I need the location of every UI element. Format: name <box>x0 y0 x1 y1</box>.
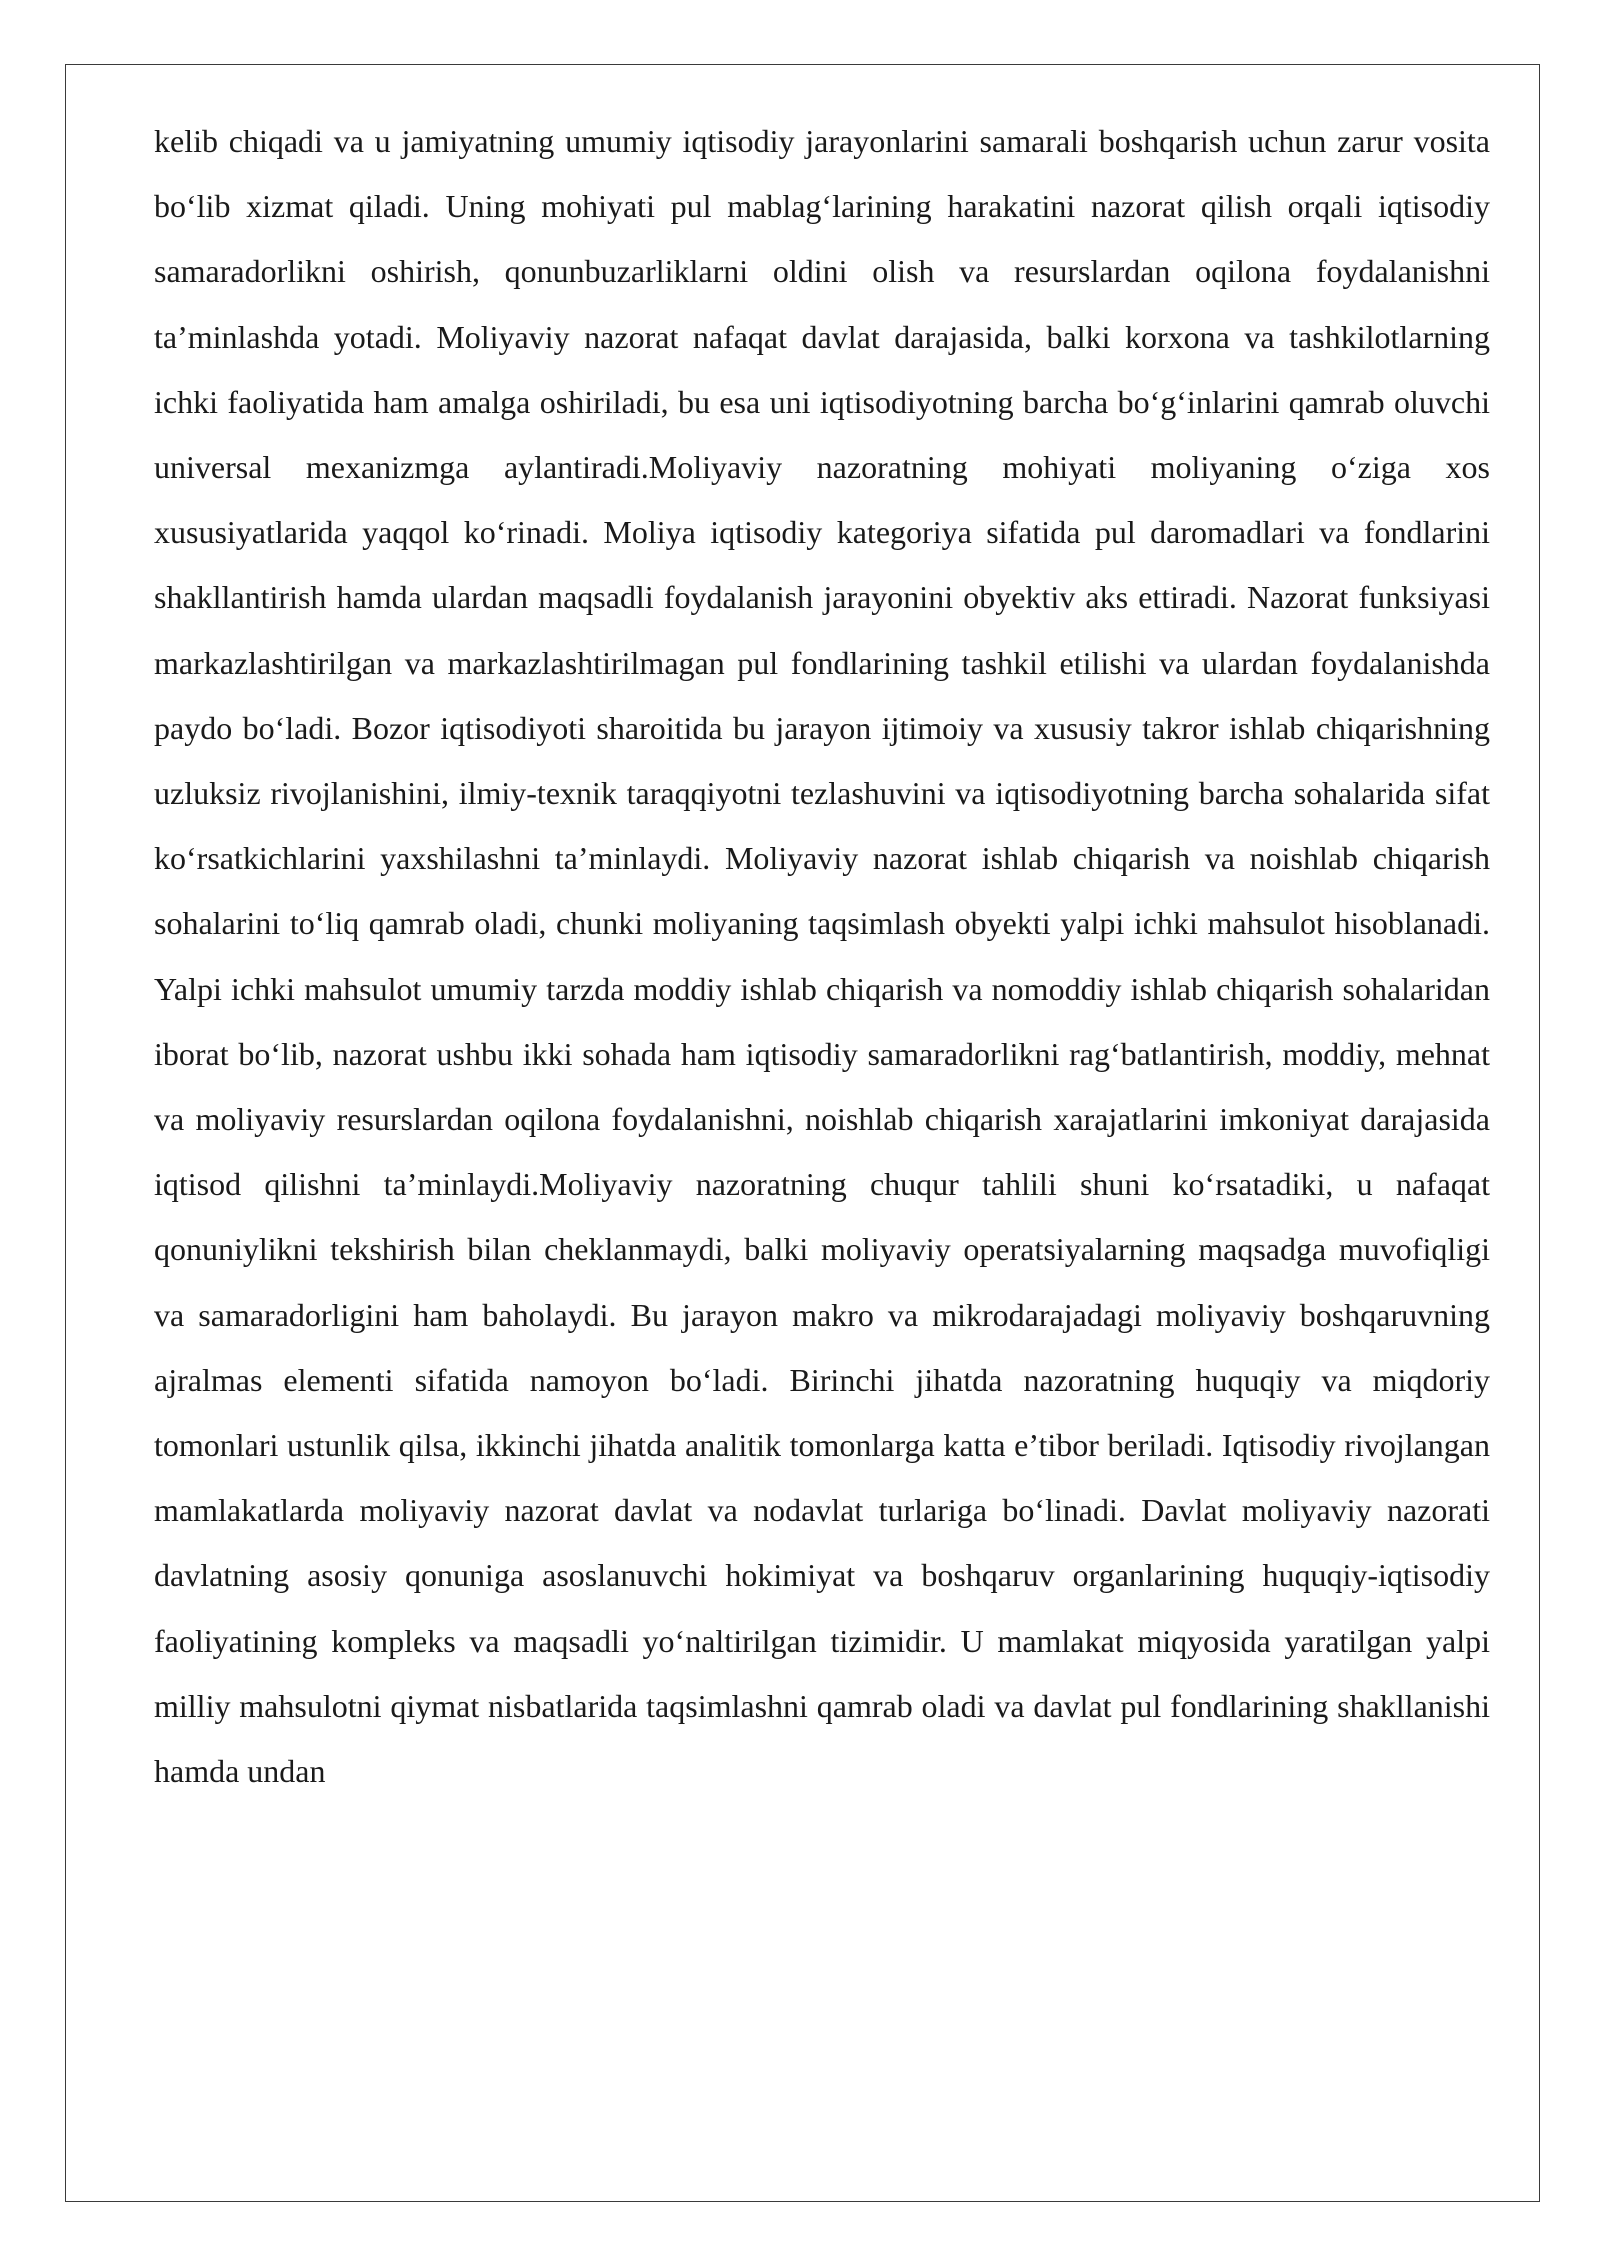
body-paragraph: kelib chiqadi va u jamiyatning umumiy iqtisodiy jarayonlarini samarali boshqarish uchun zarur vosita bo‘lib xizmat qiladi. Uning mohiyati pul mablag‘larining harakatini nazorat qilish orqali iqtisodiy samaradorlikni oshirish, qonunbuzarliklarni oldini olish va resurslardan oqilona foydalanishni ta’minlashda yotadi. Moliyaviy nazorat nafaqat davlat darajasida, balki korxona va tashkilotlarning ichki faoliyatida ham amalga oshiriladi, bu esa uni iqtisodiyotning barcha bo‘g‘inlarini qamrab oluvchi universal mexanizmga aylantiradi.Moliyaviy nazoratning mohiyati moliyaning o‘ziga xos xususiyatlarida yaqqol ko‘rinadi. Moliya iqtisodiy kategoriya sifatida pul daromadlari va fondlarini shakllantirish hamda ulardan maqsadli foydalanish jarayonini obyektiv aks ettiradi. Nazorat funksiyasi markazlashtirilgan va markazlashtirilmagan pul fondlarining tashkil etilishi va ulardan foydalanishda paydo bo‘ladi. Bozor iqtisodiyoti sharoitida bu jarayon ijtimoiy va xususiy takror ishlab chiqarishning uzluksiz rivojlanishini, ilmiy-texnik taraqqiyotni tezlashuvini va iqtisodiyotning barcha sohalarida sifat ko‘rsatkichlarini yaxshilashni ta’minlaydi. Moliyaviy nazorat ishlab chiqarish va noishlab chiqarish sohalarini to‘liq qamrab oladi, chunki moliyaning taqsimlash obyekti yalpi ichki mahsulot hisoblanadi. Yalpi ichki mahsulot umumiy tarzda moddiy ishlab chiqarish va nomoddiy ishlab chiqarish sohalaridan iborat bo‘lib, nazorat ushbu ikki sohada ham iqtisodiy samaradorlikni rag‘batlantirish, moddiy, mehnat va moliyaviy resurslardan oqilona foydalanishni, noishlab chiqarish xarajatlarini imkoniyat darajasida iqtisod qilishni ta’minlaydi.Moliyaviy nazoratning chuqur tahlili shuni ko‘rsatadiki, u nafaqat qonuniylikni tekshirish bilan cheklanmaydi, balki moliyaviy operatsiyalarning maqsadga muvofiqligi va samaradorligini ham baholaydi. Bu jarayon makro va mikrodarajadagi moliyaviy boshqaruvning ajralmas elementi sifatida namoyon bo‘ladi. Birinchi jihatda nazoratning huquqiy va miqdoriy tomonlari ustunlik qilsa, ikkinchi jihatda analitik tomonlarga katta e’tibor beriladi. Iqtisodiy rivojlangan mamlakatlarda moliyaviy nazorat davlat va nodavlat turlariga bo‘linadi. Davlat moliyaviy nazorati davlatning asosiy qonuniga asoslanuvchi hokimiyat va boshqaruv organlarining huquqiy-iqtisodiy faoliyatining kompleks va maqsadli yo‘naltirilgan tizimidir. U mamlakat miqyosida yaratilgan yalpi milliy mahsulotni qiymat nisbatlarida taqsimlashni qamrab oladi va davlat pul fondlarining shakllanishi hamda undan <box>154 123 1490 1790</box>
page-frame <box>65 64 1540 2202</box>
